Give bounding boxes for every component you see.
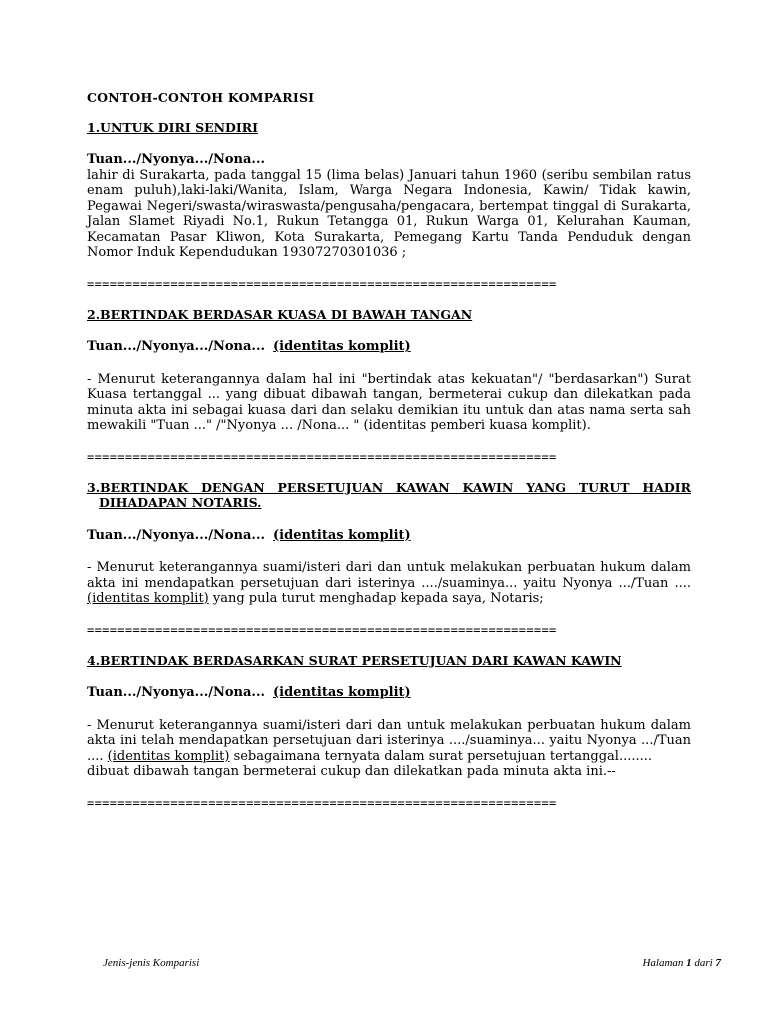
party-spec: (identitas komplit) — [273, 685, 411, 700]
page-current: 1 — [686, 957, 692, 969]
footer-page-number — [642, 957, 721, 969]
party-line — [87, 685, 691, 701]
party-label: Tuan.../Nyonya.../Nona... — [87, 339, 266, 354]
body-text-part: sebagaimana ternyata dalam surat persetujuan tertanggal........ — [233, 748, 653, 764]
section-body: lahir di Surakarta, pada tanggal 15 (lima belas) Januari tahun 1960 (seribu sembilan ratus enam puluh),laki-laki/Wanita, Islam, Warga Negara Indonesia, Kawin/ Tidak kawin, Pegawai Negeri/swasta/wiraswasta/pengusaha/pengacara, bertempat tinggal di Surakarta, Jalan Slamet Riyadi No.1, Rukun Tetangga 01, Rukun Warga 01, Kelurahan Kauman, Kecamatan Pasar Kliwon, Kota Surakarta, Pemegang Kartu Tanda Penduduk dengan Nomor Induk Kependudukan 19307270301036 ; — [87, 167, 691, 260]
page-label: Halaman — [642, 957, 684, 969]
section-heading: 3.BERTINDAK DENGAN PERSETUJUAN KAWAN KAWIN YANG TURUT HADIR DIHADAPAN NOTARIS. — [87, 479, 691, 510]
section-body — [87, 718, 691, 765]
party-line — [87, 339, 691, 355]
party-line: Tuan.../Nyonya.../Nona... — [87, 152, 266, 167]
section-2 — [87, 307, 691, 434]
party-label: Tuan.../Nyonya.../Nona... — [87, 527, 266, 543]
document-title: CONTOH-CONTOH KOMPARISI — [87, 90, 315, 105]
section-body: - Menurut keterangannya dalam hal ini "bertindak atas kekuatan"/ "berdasarkan") Surat Kuasa tertanggal ... yang dibuat dibawah tangan, bermeterai cukup dan dilekatkan pada minuta akta ini sebagai kuasa dari dan selaku demikian itu untuk dan atas nama serta sah mewakili "Tuan ..." /"Nyonya ... /Nona... " (identitas pemberi kuasa komplit). — [87, 371, 691, 433]
document-page — [87, 90, 691, 826]
footer-document-name: Jenis-jenis Komparisi — [103, 957, 200, 969]
page-of: dari — [694, 957, 713, 969]
separator-line: ============================================================== — [87, 795, 557, 810]
party-label: Tuan.../Nyonya.../Nona... — [87, 685, 266, 700]
identity-placeholder: (identitas komplit) — [87, 591, 209, 606]
section-heading: 1.UNTUK DIRI SENDIRI — [87, 119, 258, 135]
identity-placeholder: (identitas komplit) — [107, 748, 230, 764]
body-text-part: - Menurut keterangannya suami/isteri dari dan untuk melakukan perbuatan hukum dalam akta ini mendapatkan persetujuan dari isterinya ..../suaminya... yaitu Nyonya .../Tuan .... — [87, 560, 691, 591]
separator-line: ============================================================== — [87, 276, 557, 291]
separator-line: ============================================================== — [87, 449, 557, 464]
party-spec: (identitas komplit) — [273, 527, 411, 543]
section-body — [87, 560, 691, 607]
party-line — [87, 528, 691, 544]
body-text-part: yang pula turut menghadap kepada saya, Notaris; — [212, 591, 544, 606]
body-text-part: - Menurut keterangannya suami/isteri dari dan untuk melakukan perbuatan hukum dalam akta ini telah mendapatkan persetujuan dari isterinya ..../suaminya... yaitu Nyonya .../Tuan .... — [87, 717, 691, 764]
separator-line: ============================================================== — [87, 622, 557, 637]
section-4 — [87, 653, 691, 780]
section-heading: 4.BERTINDAK BERDASARKAN SURAT PERSETUJUAN DARI KAWAN KAWIN — [87, 652, 622, 668]
section-3 — [87, 480, 691, 607]
section-heading: 2.BERTINDAK BERDASAR KUASA DI BAWAH TANGAN — [87, 306, 473, 322]
section-body-closing: dibuat dibawah tangan bermeterai cukup dan dilekatkan pada minuta akta ini.-- — [87, 764, 616, 779]
section-1 — [87, 120, 691, 261]
page-total: 7 — [715, 957, 721, 969]
party-spec: (identitas komplit) — [273, 339, 411, 354]
